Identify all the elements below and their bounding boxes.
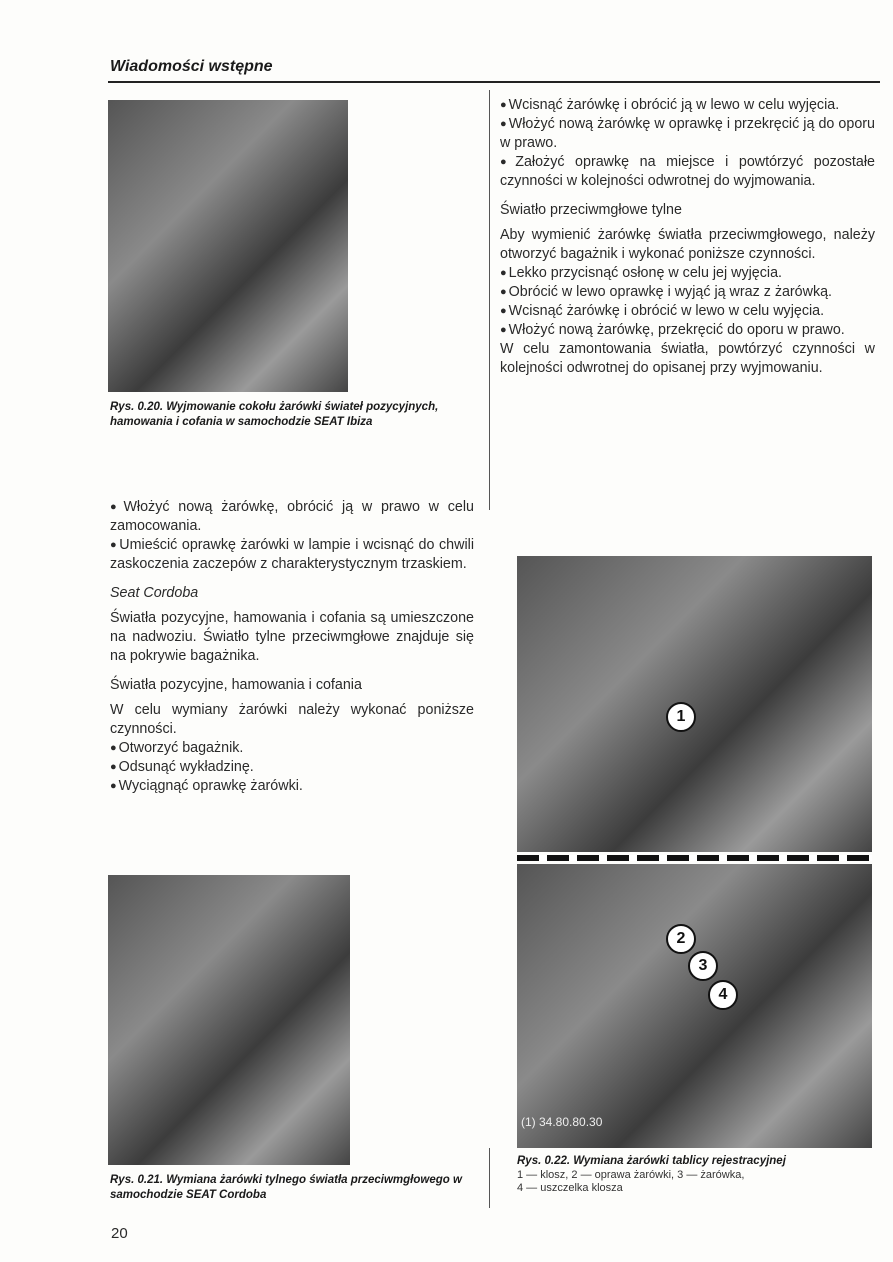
heading: Światło przeciwmgłowe tylne [500, 202, 682, 218]
column-divider [489, 1148, 490, 1208]
heading: Światła pozycyjne, hamowania i cofania [110, 677, 362, 693]
bullet: ● Obrócić w lewo oprawkę i wyjąć ją wraz z żarówką. [500, 283, 875, 302]
legend-line: 1 — klosz, 2 — oprawa żarówki, 3 — żarówka, [517, 1169, 745, 1181]
photo-fig-0-20 [108, 100, 348, 392]
paragraph: Światła pozycyjne, hamowania i cofania są umieszczone na nadwoziu. Światło tylne przeciwmgłowe znajduje się na pokrywie bagażnika. [110, 610, 474, 664]
bullet: ● Umieścić oprawkę żarówki w lampie i wcisnąć do chwili zaskoczenia zaczepów z charakterystycznym trzaskiem. [110, 536, 474, 574]
marker-4: 4 [708, 980, 738, 1010]
right-column [500, 96, 875, 378]
left-column [110, 498, 474, 796]
paragraph: W celu wymiany żarówki należy wykonać poniższe czynności. [110, 702, 474, 737]
legend-line: 4 — uszczelka klosza [517, 1182, 623, 1194]
marker-1: 1 [666, 702, 696, 732]
bullet: ● Założyć oprawkę na miejsce i powtórzyć pozostałe czynności w kolejności odwrotnej do wyjmowania. [500, 153, 875, 191]
bullet: ● Wcisnąć żarówkę i obrócić w lewo w celu wyjęcia. [500, 302, 875, 321]
bullet: ● Odsunąć wykładzinę. [110, 758, 474, 777]
caption-fig-0-22: Rys. 0.22. Wymiana żarówki tablicy rejestracyjnej [517, 1155, 786, 1167]
page-number: 20 [111, 1225, 128, 1242]
column-divider [489, 90, 490, 510]
subheading: Seat Cordoba [110, 585, 199, 601]
header-rule [108, 81, 880, 83]
marker-3: 3 [688, 951, 718, 981]
section-header: Wiadomości wstępne [110, 58, 273, 75]
bullet: ● Włożyć nową żarówkę, przekręcić do oporu w prawo. [500, 321, 875, 340]
caption-fig-0-21: Rys. 0.21. Wymiana żarówki tylnego światła przeciwmgłowego w samochodzie SEAT Cordoba [110, 1174, 462, 1201]
caption-fig-0-20: Rys. 0.20. Wyjmowanie cokołu żarówki świateł pozycyjnych, hamowania i cofania w samochodzie SEAT Ibiza [110, 401, 439, 428]
marker-2: 2 [666, 924, 696, 954]
bullet: ● Wyciągnąć oprawkę żarówki. [110, 777, 474, 796]
paragraph: Aby wymienić żarówkę światła przeciwmgłowego, należy otworzyć bagażnik i wykonać poniższe czynności. [500, 227, 875, 262]
photo-fig-0-22-bottom [517, 864, 872, 1148]
paragraph: W celu zamontowania światła, powtórzyć czynności w kolejności odwrotnej do opisanej przy wyjmowaniu. [500, 341, 875, 376]
photo-separator [517, 855, 872, 861]
bullet: ● Wcisnąć żarówkę i obrócić ją w lewo w celu wyjęcia. [500, 96, 875, 115]
bullet: ● Włożyć nową żarówkę, obrócić ją w prawo w celu zamocowania. [110, 498, 474, 536]
bullet: ● Lekko przycisnąć osłonę w celu jej wyjęcia. [500, 264, 875, 283]
bullet: ● Włożyć nową żarówkę w oprawkę i przekręcić ją do oporu w prawo. [500, 115, 875, 153]
bullet: ● Otworzyć bagażnik. [110, 739, 474, 758]
photo-stamp: (1) 34.80.80.30 [521, 1115, 603, 1129]
photo-fig-0-21 [108, 875, 350, 1165]
photo-fig-0-22-top [517, 556, 872, 852]
